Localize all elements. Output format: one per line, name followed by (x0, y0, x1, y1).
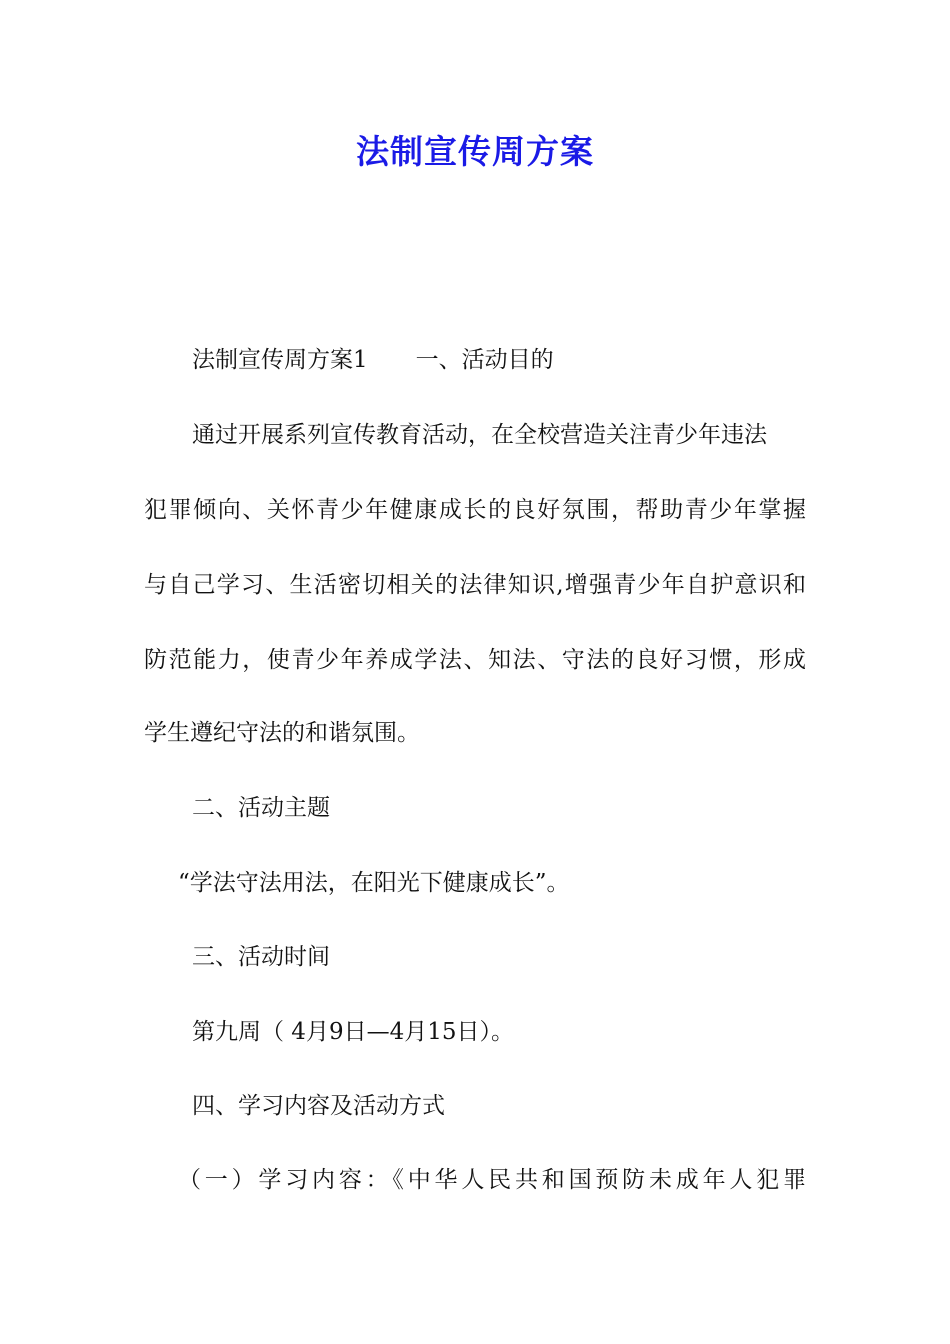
purpose-paragraph-line-5: 学生遵纪守法的和谐氛围。 (144, 720, 420, 746)
purpose-paragraph-line-3: 与自己学习、生活密切相关的法律知识,增强青少年自护意识和 (144, 572, 806, 598)
document-title: 法制宣传周方案 (356, 132, 594, 171)
purpose-paragraph-line-1: 通过开展系列宣传教育活动，在全校营造关注青少年违法 (192, 422, 767, 448)
content-heading: 四、学习内容及活动方式 (192, 1093, 445, 1119)
content-line: （一）学习内容：《中华人民共和国预防未成年人犯罪 (178, 1167, 806, 1193)
theme-heading: 二、活动主题 (192, 795, 330, 821)
purpose-paragraph-line-2: 犯罪倾向、关怀青少年健康成长的良好氛围，帮助青少年掌握 (144, 497, 806, 523)
section-heading-line (192, 345, 554, 375)
purpose-paragraph-line-4: 防范能力，使青少年养成学法、知法、守法的良好习惯，形成 (144, 647, 806, 673)
plan-subtitle: 法制宣传周方案1 (192, 347, 368, 373)
purpose-heading: 一、活动目的 (415, 347, 554, 373)
theme-text: “学法守法用法，在阳光下健康成长”。 (178, 870, 570, 896)
time-heading: 三、活动时间 (192, 944, 330, 970)
time-text: 第九周（ 4月9日—4月15日）。 (192, 1019, 514, 1045)
